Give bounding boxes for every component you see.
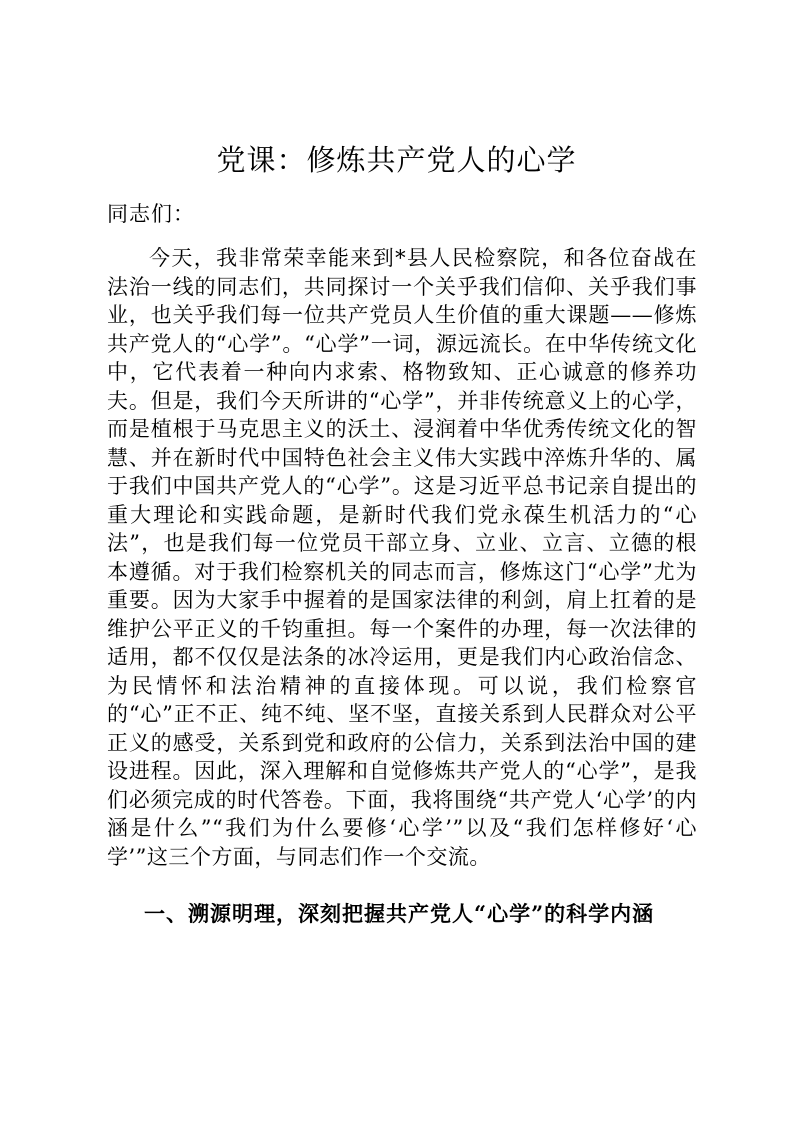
document-title: 党课：修炼共产党人的心学 bbox=[216, 143, 577, 177]
body-paragraph: 今天，我非常荣幸能来到*县人民检察院，和各位奋战在法治一线的同志们，共同探讨一个关乎我们信仰、关乎我们事业，也关乎我们每一位共产党员人生价值的重大课题——修炼共产党人的“心学”。“心学”一词，源远流长。在中华传统文化中，它代表着一种向内求索、格物致知、正心诚意的修养功夫。但是，我们今天所讲的“心学”，并非传统意义上的心学，而是植根于马克思主义的沃土、浸润着中华优秀传统文化的智慧、并在新时代中国特色社会主义伟大实践中淬炼升华的、属于我们中国共产党人的“心学”。这是习近平总书记亲自提出的重大理论和实践命题，是新时代我们党永葆生机活力的“心法”，也是我们每一位党员干部立身、立业、立言、立德的根本遵循。对于我们检察机关的同志而言，修炼这门“心学”尤为重要。因为大家手中握着的是国家法律的利剑，肩上扛着的是维护公平正义的千钧重担。每一个案件的办理，每一次法律的适用，都不仅仅是法条的冰冷运用，更是我们内心政治信念、为民情怀和法治精神的直接体现。可以说，我们检察官的“心”正不正、纯不纯、坚不坚，直接关系到人民群众对公平正义的感受，关系到党和政府的公信力，关系到法治中国的建设进程。因此，深入理解和自觉修炼共产党人的“心学”，是我们必须完成的时代答卷。下面，我将围绕“共产党人‘心学’的内涵是什么”“我们为什么要修‘心学’”以及“我们怎样修好‘心学’”这三个方面，与同志们作一个交流。 bbox=[107, 246, 697, 869]
section-heading: 一、溯源明理，深刻把握共产党人“心学”的科学内涵 bbox=[144, 901, 655, 926]
salutation: 同志们： bbox=[107, 202, 195, 226]
